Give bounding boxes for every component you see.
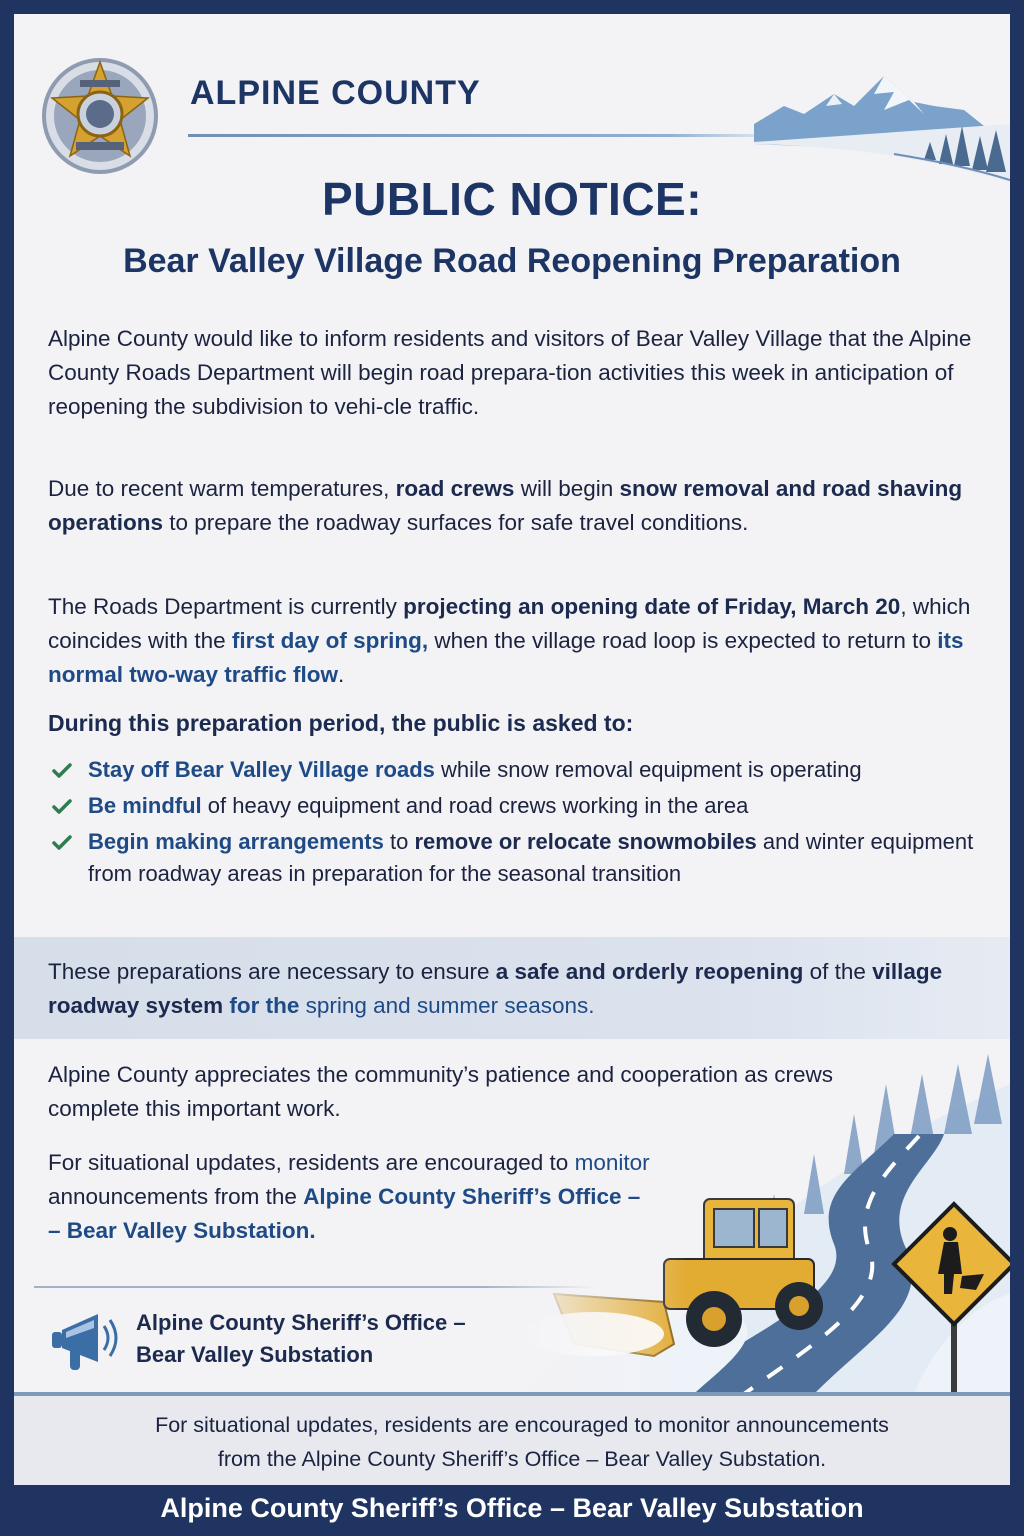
list-item: Stay off Bear Valley Village roads while snow removal equipment is operating — [48, 754, 978, 786]
intro-paragraph: Alpine County would like to inform residents and visitors of Bear Valley Village that the Alpine County Roads Department will begin road prepara-tion activities this week in anticipation of reopening the subdivision to vehi-cle traffic. — [48, 326, 972, 419]
appreciation-paragraph: Alpine County appreciates the community’s patience and cooperation as crews complete this important work. — [48, 1062, 834, 1121]
updates-callout — [14, 1396, 1010, 1485]
notice-panel — [14, 14, 1010, 1485]
contact-divider — [34, 1286, 594, 1288]
sheriff-star-badge-icon — [40, 56, 160, 176]
list-item: Begin making arrangements to remove or relocate snowmobiles and winter equipment from roadway areas in preparation for the seasonal transition — [48, 826, 978, 890]
notice-subtitle: Bear Valley Village Road Reopening Preparation — [123, 242, 901, 280]
substation-link[interactable]: – Bear Valley Substation. — [48, 1218, 316, 1243]
updates-paragraph: For situational updates, residents are encouraged to monitor announcements from the Alpine County Sheriff’s Office – – Bear Valley Substation. — [48, 1150, 650, 1243]
public-request-checklist — [48, 754, 978, 894]
megaphone-icon — [48, 1304, 130, 1374]
updates-callout-text: For situational updates, residents are encouraged to monitor announcements from the Alpine County Sheriff’s Office – Bear Valley Substation. — [155, 1413, 889, 1471]
checkmark-icon — [52, 835, 72, 851]
list-item: Be mindful of heavy equipment and road crews working in the area — [48, 790, 978, 822]
highlight-band — [14, 937, 1010, 1039]
operations-paragraph: Due to recent warm temperatures, road crews will begin snow removal and road shaving operations to prepare the roadway surfaces for safe travel conditions. — [48, 476, 963, 535]
mountain-range-illustration — [734, 54, 1010, 184]
sheriff-office-link[interactable]: Alpine County Sheriff’s Office – — [303, 1184, 641, 1209]
checklist-heading: During this preparation period, the public is asked to: — [48, 710, 634, 736]
county-title: ALPINE COUNTY — [190, 74, 481, 112]
contact-name: Alpine County Sheriff’s Office – Bear Valley Substation — [136, 1310, 466, 1367]
footer-banner: Alpine County Sheriff’s Office – Bear Valley Substation — [160, 1493, 864, 1523]
opening-date: projecting an opening date of Friday, March 20 — [403, 594, 901, 619]
opening-date-paragraph: The Roads Department is currently projecting an opening date of Friday, March 20, which coincides with the first day of spring, when the village road loop is expected to return to its normal two-way traffic flow. — [48, 594, 971, 687]
highlight-paragraph: These preparations are necessary to ensure a safe and orderly reopening of the village roadway system for the spring and summer seasons. — [48, 959, 943, 1018]
checkmark-icon — [52, 763, 72, 779]
notice-title: PUBLIC NOTICE: — [321, 173, 703, 225]
contact-block — [48, 1304, 466, 1374]
header-divider — [188, 134, 788, 137]
checkmark-icon — [52, 799, 72, 815]
